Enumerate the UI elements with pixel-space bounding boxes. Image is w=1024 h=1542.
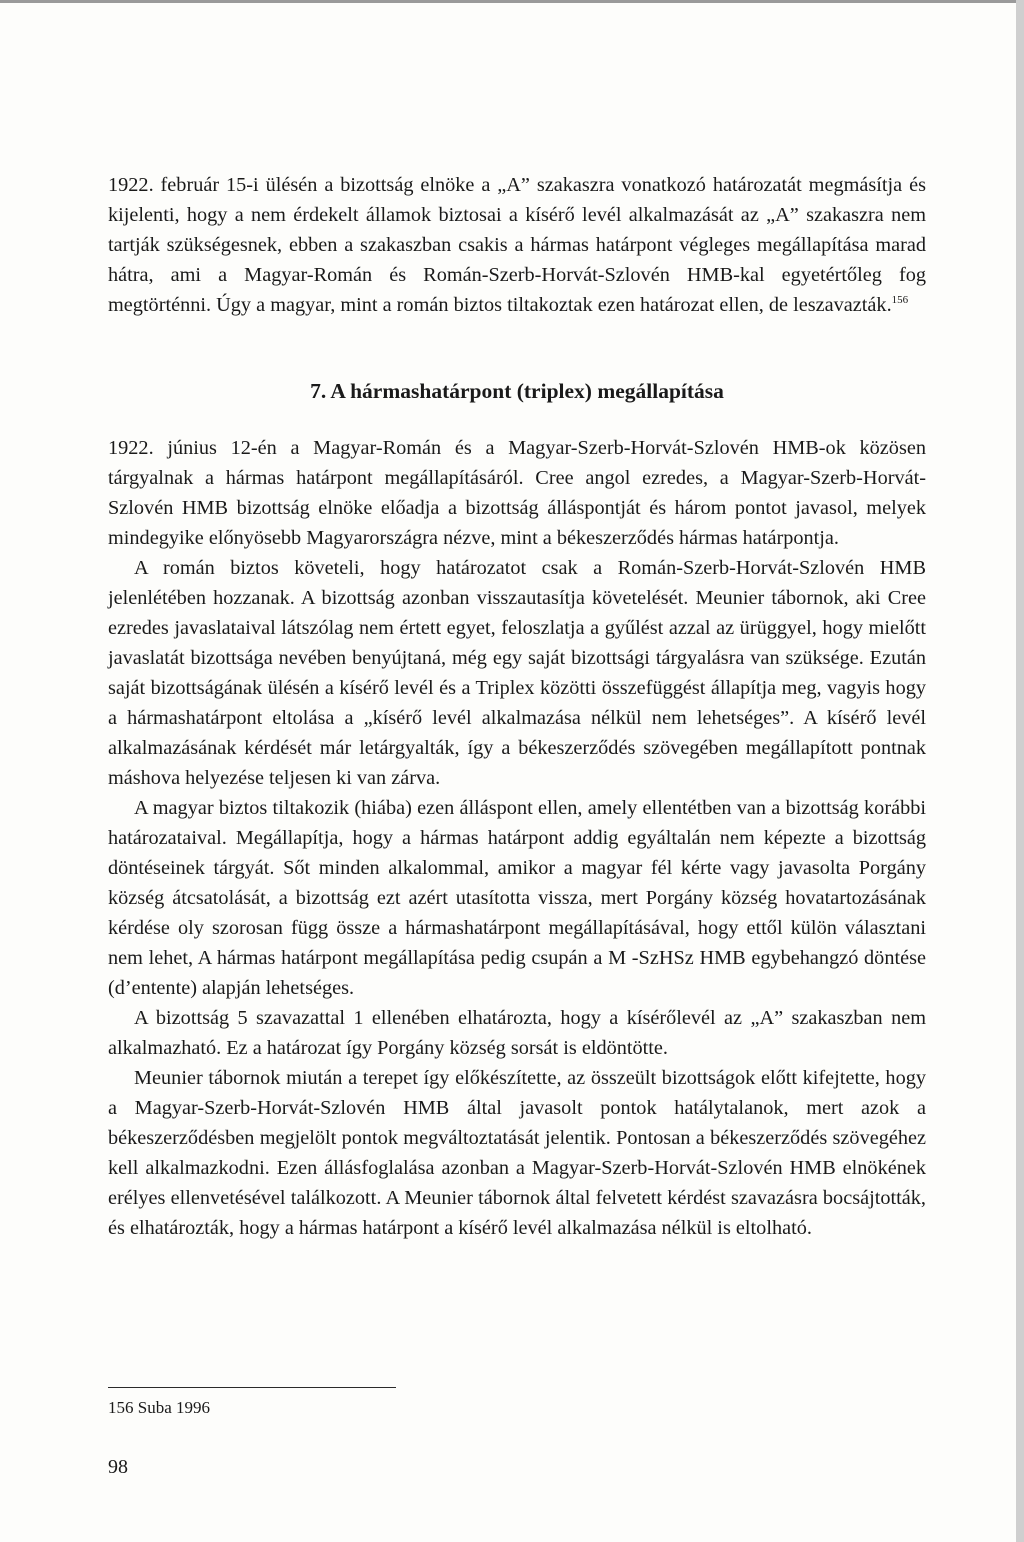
page-number: 98 bbox=[108, 1456, 128, 1478]
page-edge-shadow bbox=[1016, 0, 1024, 1542]
intro-paragraph-block bbox=[108, 170, 926, 320]
footnote-divider bbox=[108, 1387, 396, 1388]
body-paragraph: Meunier tábornok miután a terepet így előkészítette, az összeült bizottságok előtt kifejtette, hogy a Magyar-Szerb-Horvát-Szlovén HMB által javasolt pontok hatálytalanok, mert azok a békeszerződésben megjelölt pontok megváltoztatását jelentik. Pontosan a békeszerződés szövegéhez kell alkalmazkodni. Ezen állásfoglalása azonban a Magyar-Szerb-Horvát-Szlovén HMB elnökének erélyes ellenvetésével találkozott. A Meunier tábornok által felvetett kérdést szavazásra bocsájtották, és elhatározták, hogy a hármas határpont a kísérő levél alkalmazása nélkül is eltolható. bbox=[108, 1067, 926, 1239]
body-paragraph: A bizottság 5 szavazattal 1 ellenében elhatározta, hogy a kísérőlevél az „A” szakaszban nem alkalmazható. Ez a határozat így Porgány község sorsát is eldöntötte. bbox=[108, 1007, 926, 1059]
body-text-block bbox=[108, 433, 926, 1243]
body-paragraph: A román biztos követeli, hogy határozatot csak a Román-Szerb-Horvát-Szlovén HMB jelenlétében hozzanak. A bizottság azonban visszautasítja követelését. Meunier tábornok, aki Cree ezredes javaslataival látszólag nem értett egyet, feloszlatja a gyűlést azzal az ürüggyel, hogy mielőtt javaslatát bizottsága nevében benyújtaná, még egy saját bizottsági tárgyalásra van szüksége. Ezután saját bizottságának ülésén a kísérő levél és a Triplex közötti összefüggést állapítja meg, vagyis hogy a hármashatárpont eltolása a „kísérő levél alkalmazása nélkül nem lehetséges”. A kísérő levél alkalmazásának kérdését már letárgyalták, így a békeszerződés szövegében megállapított pontnak máshova helyezése teljesen ki van zárva. bbox=[108, 557, 926, 789]
top-edge-rule bbox=[0, 0, 1024, 3]
intro-paragraph-text: 1922. február 15-i ülésén a bizottság elnöke a „A” szakaszra vonatkozó határozatát megmásítja és kijelenti, hogy a nem érdekelt államok biztosai a kísérő levél alkalmazását az „A” szakaszra nem tartják szükségesnek, ebben a szakaszban csakis a hármas határpont végleges megállapítása marad hátra, ami a Magyar-Román és Román-Szerb-Horvát-Szlovén HMB-kal egyetértőleg fog megtörténni. Úgy a magyar, mint a román biztos tiltakoztak ezen határozat ellen, de leszavazták. bbox=[108, 174, 926, 316]
footnote: 156 Suba 1996 bbox=[108, 1398, 210, 1417]
footnote-reference: 156 bbox=[891, 294, 909, 307]
body-paragraph: A magyar biztos tiltakozik (hiába) ezen álláspont ellen, amely ellentétben van a bizottság korábbi határozataival. Megállapítja, hogy a hármas határpont addig egyáltalán nem képezte a bizottság döntéseinek tárgyát. Sőt minden alkalommal, amikor a magyar fél kérte vagy javasolta Porgány község átcsatolását, a bizottság ezt azért utasította vissza, mert Porgány község hovatartozásának kérdése oly szorosan függ össze a hármashatárpont megállapításával, hogy ettől külön választani nem lehet, A hármas határpont megállapítása pedig csupán a M -SzHSz HMB egybehangzó döntése (d’entente) alapján lehetséges. bbox=[108, 797, 926, 999]
section-heading: 7. A hármashatárpont (triplex) megállapítása bbox=[310, 379, 724, 403]
intro-paragraph bbox=[108, 170, 926, 320]
body-paragraph: 1922. június 12-én a Magyar-Román és a Magyar-Szerb-Horvát-Szlovén HMB-ok közösen tárgyalnak a hármas határpont megállapításáról. Cree angol ezredes, a Magyar-Szerb-Horvát-Szlovén HMB bizottság elnöke előadja a bizottság álláspontját és három pontot javasol, melyek mindegyike előnyösebb Magyarországra nézve, mint a békeszerződés hármas határpontja. bbox=[108, 437, 926, 549]
